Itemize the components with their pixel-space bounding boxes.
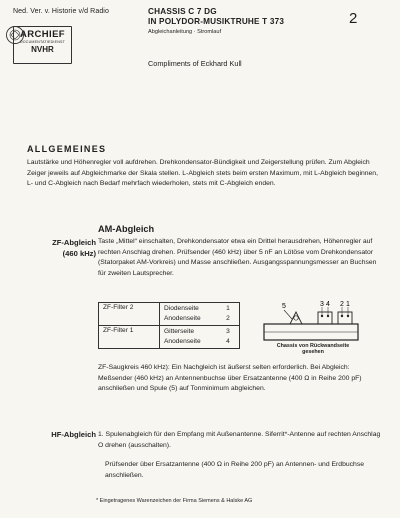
filter-side: Anodenseite xyxy=(164,315,201,322)
filter-nums xyxy=(217,303,240,326)
filter-name: ZF-Filter 1 xyxy=(99,326,160,349)
chassis-title xyxy=(148,7,284,27)
leader-line xyxy=(284,310,292,319)
zf-frequency: (460 kHz) xyxy=(62,249,96,258)
filter-sides xyxy=(160,303,218,326)
general-paragraph: Lautstärke und Höhenregler voll aufdrehen. Drehkondensator-Bündigkeit und Zeigerstellung prüfen. Zum Abgleich Zeiger jeweils auf Abgleichmarke der Skala stellen. L-Abgleich stets beim ersten Maximum, mit L-Abgleich beginnen, L- und C-Abgleich nach Bedarf mehrfach wiederholen, stets mit C-Abgleich enden. xyxy=(27,159,378,188)
diagram-label: 5 xyxy=(282,303,286,310)
chassis-line-1: CHASSIS C 7 DG xyxy=(148,7,217,16)
archive-stamp xyxy=(13,26,72,64)
diagram-label: 1 xyxy=(346,301,350,308)
adjust-4 xyxy=(327,315,329,317)
chassis-line-2: IN POLYDOR-MUSIKTRUHE T 373 xyxy=(148,17,285,26)
adjust-2 xyxy=(341,315,343,317)
diagram-label: 2 xyxy=(340,301,344,308)
hf-label: HF-Abgleich xyxy=(51,430,96,439)
compliments-line: Compliments of Eckhard Kull xyxy=(148,59,242,68)
filter-side: Anodenseite xyxy=(164,338,201,345)
diagram-caption: Chassis von Rückwandseite gesehen xyxy=(276,343,350,355)
footnote: * Eingetragenes Warenzeichen der Firma Siemens & Halske AG xyxy=(96,498,253,504)
chassis-diagram xyxy=(262,298,362,344)
filter-side: Gitterseite xyxy=(164,328,195,335)
page-number: 2 xyxy=(349,10,358,27)
coil-5-core xyxy=(294,316,298,320)
archive-line: Ned. Ver. v. Historie v/d Radio xyxy=(13,8,109,15)
hf-paragraph-2: Prüfsender über Ersatzantenne (400 Ω in Reihe 200 pF) an Antennen- und Erdbuchse anschließen. xyxy=(105,461,364,479)
filter-table xyxy=(98,302,240,349)
filter-sides xyxy=(160,326,218,349)
zf-paragraph: Taste „Mittel“ einschalten, Drehkondensator etwa ein Drittel herausdrehen, Höhenregler auf rechten Anschlag drehen. Prüfsender (460 kHz) über 5 nF an Lötöse vom Drehkondensator (Statorpaket AM-Vorkreis) und Masse anschließen. Ausgangsspannungsmesser an Buchsen für zweiten Lautsprecher. xyxy=(98,238,377,278)
filter-side: Diodenseite xyxy=(164,305,199,312)
filter-num: 4 xyxy=(226,338,230,345)
filter-row xyxy=(99,303,240,326)
section-heading-general: ALLGEMEINES xyxy=(27,144,107,154)
filter-num: 1 xyxy=(226,305,230,312)
stamp-seal-icon xyxy=(5,25,25,45)
stamp-subtitle: DOCUMENTATIEDIENST xyxy=(20,39,65,44)
filter-row xyxy=(99,326,240,349)
filter-num: 2 xyxy=(226,315,230,322)
filter-can-2 xyxy=(338,312,352,324)
saugkreis-paragraph: ZF-Saugkreis 460 kHz): Ein Nachgleich ist äußerst selten erforderlich. Bei Abgleich: Meßsender (460 kHz) an Antennenbuchse über Ersatzantenne (400 Ω in Reihe 200 pF) anschließen und Spule (5) auf Tonminimum abgleichen. xyxy=(98,364,362,393)
diagram-label: 4 xyxy=(326,301,330,308)
filter-name: ZF-Filter 2 xyxy=(99,303,160,326)
subtitle: Abgleichanleitung · Stromlauf xyxy=(148,29,222,35)
am-heading: AM-Abgleich xyxy=(98,224,155,234)
stamp-title: ARCHIEF xyxy=(19,29,66,40)
adjust-1 xyxy=(347,315,349,317)
coil-5-shape xyxy=(290,312,302,324)
adjust-3 xyxy=(321,315,323,317)
filter-nums xyxy=(217,326,240,349)
filter-can-1 xyxy=(318,312,332,324)
zf-label: ZF-Abgleich xyxy=(52,238,96,247)
diagram-label: 3 xyxy=(320,301,324,308)
filter-num: 3 xyxy=(226,328,230,335)
stamp-org: NVHR xyxy=(31,45,54,55)
hf-paragraph: 1. Spulenabgleich für den Empfang mit Außenantenne. Siferrit*-Antenne auf rechten Anschlag O drehen (ausschalten). xyxy=(98,431,381,449)
